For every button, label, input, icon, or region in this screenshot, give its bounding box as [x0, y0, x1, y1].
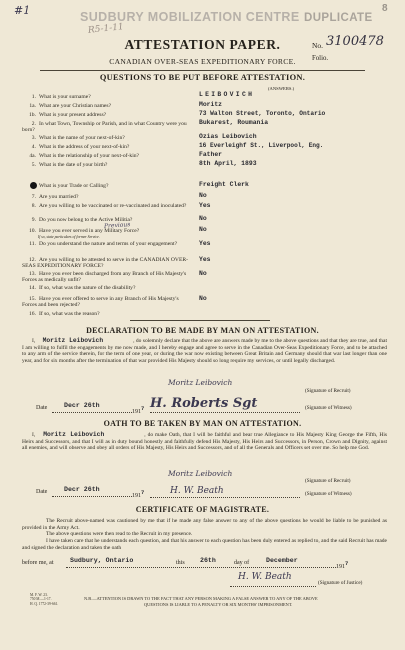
question-row: 9. Do you now belong to the Active Militia?: [31, 217, 133, 223]
answer-present-address: 73 Walton Street, Toronto, Ontario: [199, 110, 326, 117]
oath-date-line: [52, 496, 132, 497]
serial-number-label: No.: [312, 41, 324, 50]
declaration-heading: DECLARATION TO BE MADE BY MAN ON ATTESTATION.: [86, 326, 319, 335]
justice-signature: H. W. Beath: [238, 572, 292, 582]
answer-rejected: No: [199, 295, 207, 302]
answer-next-of-kin-address: 16 Everleighf St., Liverpool, Eng.: [199, 142, 324, 149]
certificate-heading: CERTIFICATE OF MAGISTRATE.: [135, 505, 270, 514]
q10-small-note: If so, state particulars of former Service.: [38, 235, 100, 239]
declaration-witness-line: [150, 412, 300, 413]
answer-willing-to-serve: Yes: [199, 256, 211, 263]
question-row: 4. What is the address of your next-of-kin?: [31, 144, 130, 150]
question-row: 13. Have you ever been discharged from any Branch of His Majesty's Forces as medically unfit?: [22, 271, 187, 283]
question-row: 5. What is the date of your birth?: [31, 162, 108, 168]
handwritten-reference: R5-1-11: [87, 22, 125, 36]
document-subtitle: CANADIAN OVER-SEAS EXPEDITIONARY FORCE.: [109, 57, 296, 66]
certificate-date-line: [66, 567, 336, 568]
oath-recruit-signature-label: (Signature of Recruit): [305, 478, 351, 484]
justice-signature-label: (Signature of Justice): [318, 580, 363, 586]
question-row: 1b. What is your present address?: [29, 112, 107, 118]
declaration-date-value: Decr 26th: [64, 402, 100, 409]
q10-handwritten-note: Previous: [103, 221, 131, 230]
certificate-day: 26th: [200, 557, 216, 564]
answer-surname: LEIBOVICH: [199, 91, 255, 98]
certificate-before-me-label: before me, at: [22, 560, 54, 566]
oath-date-label: Date: [36, 489, 48, 495]
question-row: 8. Are you willing to be vaccinated or re-vaccinated and inoculated?: [31, 203, 187, 209]
answer-military-service: No: [199, 226, 207, 233]
top-right-mark: 8: [382, 3, 388, 14]
oath-witness-line: [150, 497, 300, 498]
certificate-year: $191^7$: [336, 560, 349, 570]
declaration-text: I, Moritz Leibovich , do solemnly declare that the above are answers made by me to the above questions and that they are true, and that I am willing to fulfil the engagements by me now made, and I hereby engage and agree to serve in the Canadian Over-Seas Expeditionary Force, and to be attached to any arm of the service therein, for the term of one year, or during the war now existing between Great Britain and Germany should that war last longer than one year, and for six months after the termination of that war provided His Majesty should so long require my services, or until legally discharged.: [22, 337, 388, 364]
folio-label: Folio.: [312, 55, 329, 62]
form-codes: M. F. W. 23. 750 M.—1-17. H. Q. 1772-39-661.: [30, 593, 59, 606]
answer-active-militia: No: [199, 215, 207, 222]
question-row: 7. Are you married?: [31, 194, 79, 200]
question-row: 1a. What are your Christian names?: [29, 103, 112, 109]
answer-birthplace: Bukarest, Roumania: [199, 119, 269, 126]
answer-relationship: Father: [199, 151, 223, 158]
answers-label: (ANSWERS.): [268, 86, 295, 91]
question-row: 3. What is the name of your next-of-kin?: [31, 135, 125, 141]
declaration-recruit-signature-label: (Signature of Recruit): [305, 388, 351, 394]
declaration-witness-signature-label: (Signature of Witness): [305, 405, 352, 411]
answer-christian-names: Moritz: [199, 101, 223, 108]
punch-hole-mark: [30, 182, 37, 189]
question-row: 12. Are you willing to be attested to serve in the CANADIAN OVER-SEAS EXPEDITIONARY FORCE?: [22, 257, 188, 269]
answer-trade: Freight Clerk: [199, 181, 249, 188]
justice-signature-line: [230, 586, 316, 587]
serial-number-value: 3100478: [326, 34, 384, 49]
answer-understand-terms: Yes: [199, 240, 211, 247]
questions-end-rule: [130, 320, 270, 321]
header-rule: [40, 70, 365, 71]
question-row: What is your Trade or Calling?: [39, 183, 109, 189]
handwritten-page-number: #1: [14, 4, 31, 17]
oath-witness-signature-label: (Signature of Witness): [305, 491, 352, 497]
question-row: 14. If so, what was the nature of the disability?: [29, 285, 136, 291]
answer-discharged-unfit: No: [199, 270, 207, 277]
certificate-place: Sudbury, Ontario: [70, 557, 134, 564]
question-row: 4a. What is the relationship of your next-of-kin?: [29, 153, 140, 159]
mobilization-centre-stamp: SUDBURY MOBILIZATION CENTRE: [80, 10, 300, 24]
certificate-day-of-label: day of: [234, 560, 250, 566]
question-row: 1. What is your surname?: [31, 94, 91, 100]
duplicate-stamp: DUPLICATE: [304, 12, 373, 24]
certificate-this-label: this: [176, 560, 185, 566]
certificate-paragraph-2: The above questions were then read to the Recruit in my presence.: [46, 531, 193, 537]
oath-text: I, Moritz Leibovich , do make Oath, that I will be faithful and bear true Allegiance to His Majesty King George the Fifth, His Heirs and Successors, and that I will as in duty bound honestly and faithfully defend His Majesty, His Heirs and Successors, in Person, Crown and Dignity, against all enemies, and will observe and obey all orders of His Majesty, His Heirs and Successors, and of all the Generals and Officers set over me. So help me God.: [22, 431, 388, 452]
question-row: 2. In what Town, Township or Parish, and in what Country were you born?: [22, 121, 187, 133]
declaration-date-line: [52, 412, 132, 413]
answer-vaccinated: Yes: [199, 202, 211, 209]
document-title: ATTESTATION PAPER.: [124, 37, 281, 52]
question-row: 10. Have you ever served in any Military Force?: [29, 228, 140, 234]
answer-next-of-kin: Ozias Leibovich: [199, 133, 257, 140]
question-row: 11. Do you understand the nature and terms of your engagement?: [29, 241, 178, 247]
oath-heading: OATH TO BE TAKEN BY MAN ON ATTESTATION.: [103, 419, 302, 428]
declaration-year: $191^7$: [132, 405, 145, 415]
answer-date-of-birth: 8th April, 1893: [199, 160, 257, 167]
certificate-month: December: [266, 557, 298, 564]
declaration-recruit-signature: Moritz Leibovich: [168, 378, 233, 387]
certificate-paragraph-3: I have taken care that he understands each question, and that his answer to each question has been duly entered as replied to, and the said Recruit has made and signed the declaration and taken the oath: [22, 538, 387, 551]
question-row: 15. Have you ever offered to serve in any Branch of His Majesty's Forces and been rejected?: [22, 296, 179, 308]
oath-witness-signature: H. W. Beath: [170, 486, 224, 496]
certificate-paragraph-1: The Recruit above-named was cautioned by me that if he made any false answer to any of the above questions he would be liable to be punished as provided in the Army Act.: [22, 518, 387, 531]
attention-notice: N.B.—ATTENTION IS DRAWN TO THE FACT THAT ANY PERSON MAKING A FALSE ANSWER TO ANY OF THE ABOVE QUESTIONS IS LIABLE TO A PENALTY OR SIX MONTHS' IMPRISONMENT.: [84, 596, 318, 607]
declaration-date-label: Date: [36, 405, 48, 411]
oath-date-value: Decr 26th: [64, 486, 100, 493]
declaration-witness-signature: H. Roberts Sgt: [150, 396, 258, 411]
questions-heading: QUESTIONS TO BE PUT BEFORE ATTESTATION.: [99, 73, 306, 82]
answer-married: No: [199, 192, 207, 199]
question-row: 16. If so, what was the reason?: [29, 311, 100, 317]
oath-year: $191^7$: [132, 489, 145, 499]
oath-recruit-signature: Moritz Leibovich: [168, 469, 233, 478]
